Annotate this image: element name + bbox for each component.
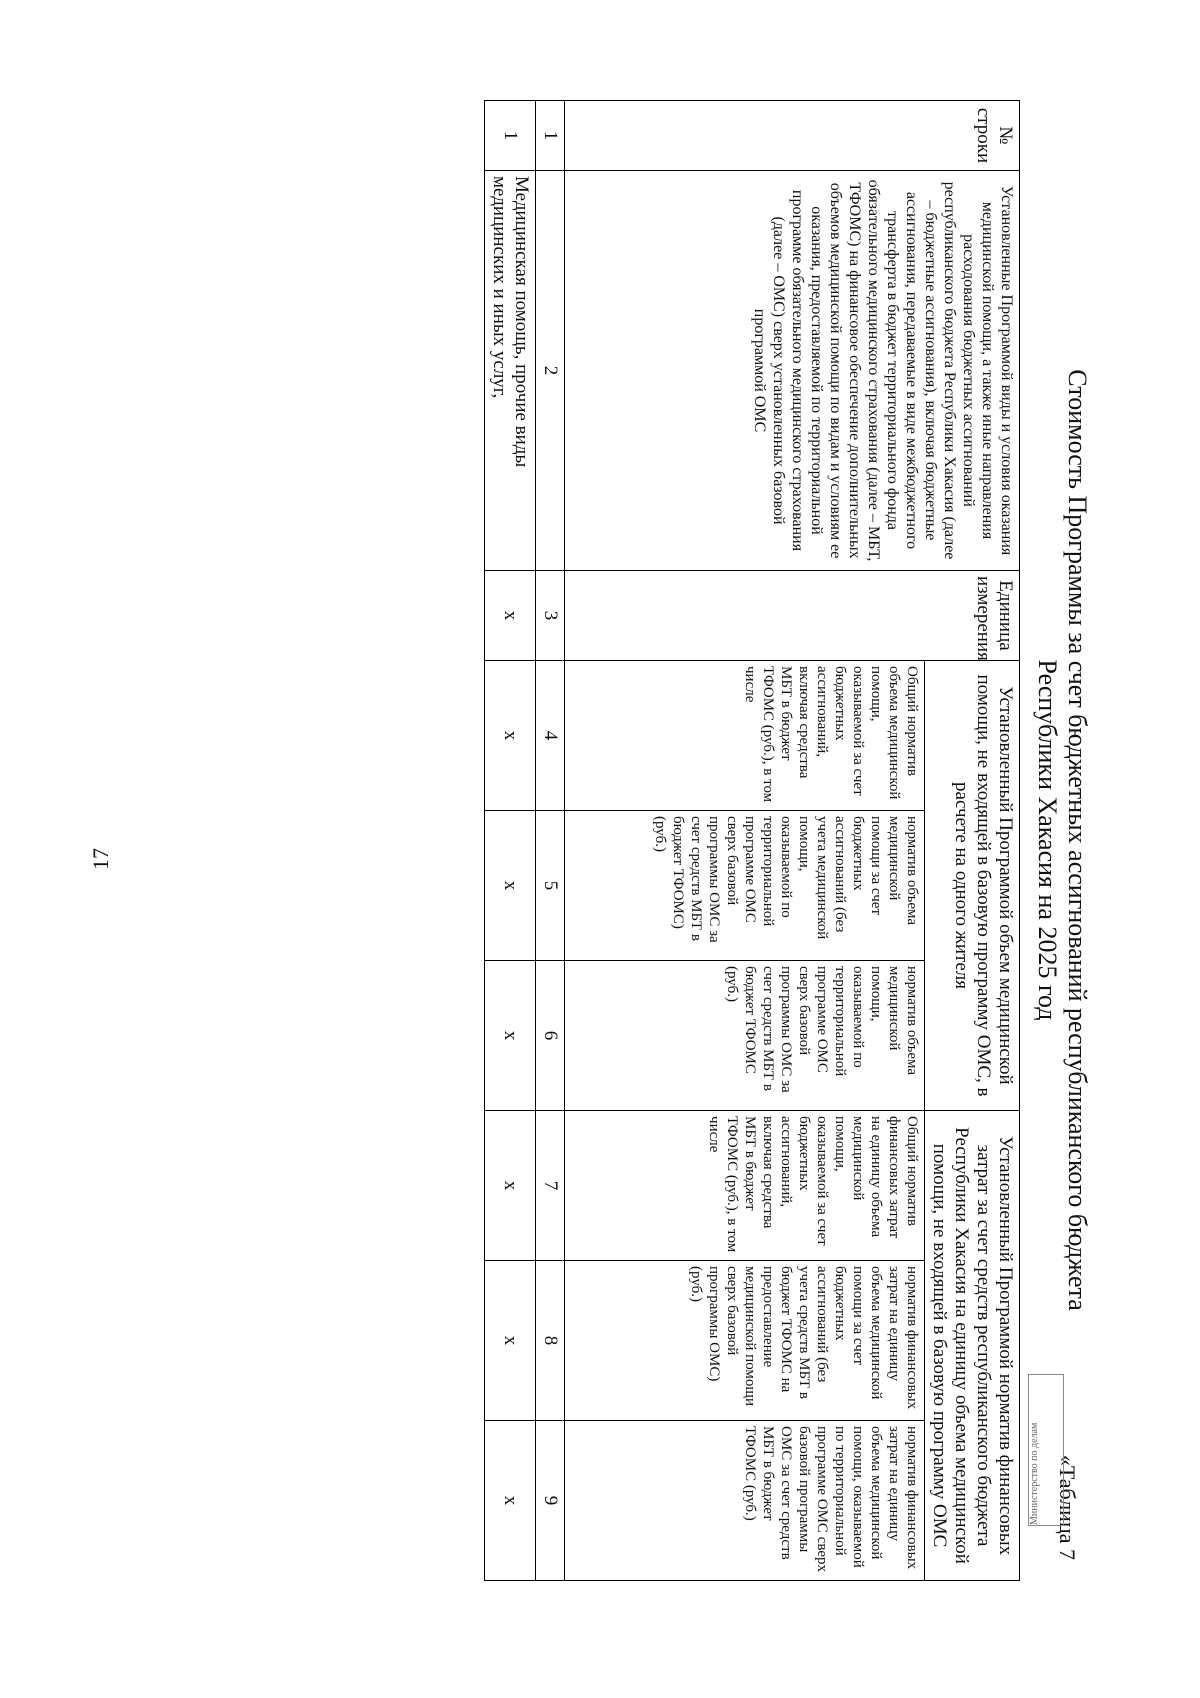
col-number-3: 3 bbox=[536, 571, 565, 661]
header-col-7: Общий норматив финансовых затрат на единицу объема медицинской помощи, оказываемой за счет бюджетных ассигнований, включая средства МБТ в бюджет ТФОМС (руб.), в том числе bbox=[565, 1111, 925, 1261]
table-row bbox=[485, 101, 536, 1581]
row-number: 1 bbox=[485, 101, 536, 171]
col-number-1: 1 bbox=[536, 101, 565, 171]
row-cell: x bbox=[485, 811, 536, 961]
header-row-number: № строки bbox=[565, 101, 1020, 171]
col-number-2: 2 bbox=[536, 171, 565, 571]
header-col-8: норматив финансовых затрат на единицу объема медицинской помощи за счет бюджетных ассигнований (без учета средств МБТ в бюджет ТФОМС на предоставление медицинской помощи сверх базовой программы ОМС) (руб.) bbox=[565, 1261, 925, 1421]
header-group-costs: Установленный Программой норматив финансовых затрат за счет средств республиканского бюджета Республики Хакасия на единицу объема медицинской помощи, не входящей в базовую программу ОМС bbox=[925, 1111, 1020, 1581]
col-number-7: 7 bbox=[536, 1111, 565, 1261]
row-cell: x bbox=[485, 571, 536, 661]
header-unit: Единица измерения bbox=[565, 571, 1020, 661]
row-cell: x bbox=[485, 961, 536, 1111]
header-col-6: норматив объема медицинской помощи, оказываемой по территориальной программе ОМС сверх базовой программы ОМС за счет средств МБТ в бюджет ТФОМС (руб.) bbox=[565, 961, 925, 1111]
row-description: Медицинская помощь, прочие виды медицинских и иных услуг, bbox=[485, 171, 536, 571]
col-number-6: 6 bbox=[536, 961, 565, 1111]
row-cell: x bbox=[485, 1111, 536, 1261]
header-col-9: норматив финансовых затрат на единицу объема медицинской помощи, оказываемой по территориальной программе ОМС сверх базовой программы ОМС за счет средств МБТ в бюджет ТФОМС (руб.) bbox=[565, 1421, 925, 1581]
col-number-9: 9 bbox=[536, 1421, 565, 1581]
col-number-8: 8 bbox=[536, 1261, 565, 1421]
header-group-volume: Установленный Программой объем медицинской помощи, не входящей в базовую программу ОМС, в расчете на одного жителя bbox=[925, 661, 1020, 1111]
table-label: «Таблица 7 bbox=[1055, 1454, 1080, 1560]
page-number: 17 bbox=[88, 848, 113, 870]
row-cell: x bbox=[485, 1261, 536, 1421]
header-col-5: норматив объема медицинской помощи за счет бюджетных ассигнований (без учета медицинской помощи, оказываемой по территориальной программе ОМС сверх базовой программы ОМС за счет средств МБТ в бюджет ТФОМС) (руб.) bbox=[565, 811, 925, 961]
title-line-1: Стоимость Программы за счет бюджетных ассигнований республиканского бюджета bbox=[1063, 369, 1092, 1311]
cost-table bbox=[484, 100, 1020, 1581]
title-line-2: Республики Хакасия на 2025 год bbox=[1033, 659, 1062, 1021]
row-cell: x bbox=[485, 661, 536, 811]
page-title bbox=[1032, 100, 1092, 1580]
registry-stamp: Министерство по делам bbox=[1028, 1374, 1064, 1526]
header-col-4: Общий норматив объема медицинской помощи, оказываемой за счет бюджетных ассигнований, включая средства МБТ в бюджет ТФОМС (руб.), в том числе bbox=[565, 661, 925, 811]
row-cell: x bbox=[485, 1421, 536, 1581]
column-numbers-row bbox=[536, 101, 565, 1581]
col-number-4: 4 bbox=[536, 661, 565, 811]
header-types-conditions: Установленные Программой виды и условия оказания медицинской помощи, а также иные направления расходования бюджетных ассигнований республиканского бюджета Республики Хакасия (далее – бюджетные ассигнования), включая бюджетные ассигнования, передаваемые в виде межбюджетного трансферта в бюджет территориального фонда обязательного медицинского страхования (далее – МБТ, ТФОМС) на финансовое обеспечение дополнительных объемов медицинской помощи по видам и условиям ее оказания, предоставляемой по территориальной программе обязательного медицинского страхования (далее – ОМС) сверх установленных базовой программой ОМС bbox=[565, 171, 1020, 571]
col-number-5: 5 bbox=[536, 811, 565, 961]
